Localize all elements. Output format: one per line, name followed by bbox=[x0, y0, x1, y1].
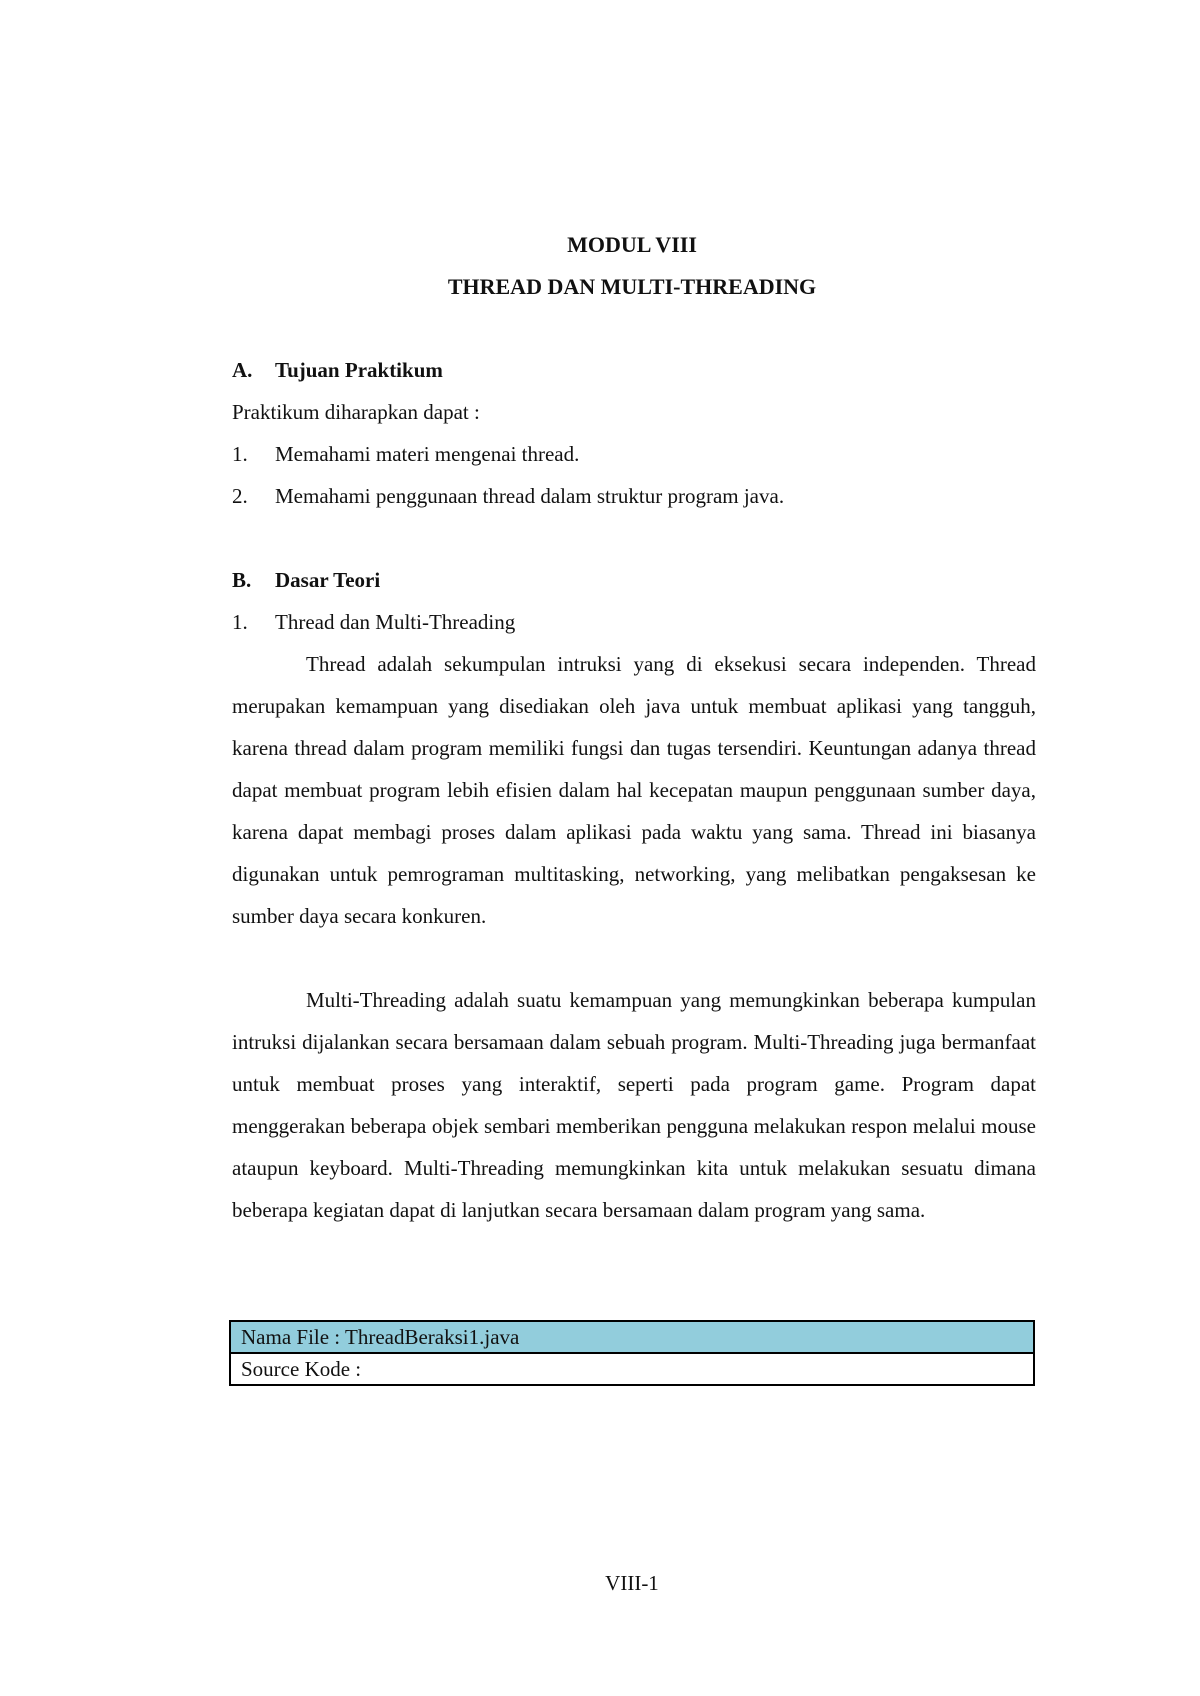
paragraph-thread: Thread adalah sekumpulan intruksi yang di eksekusi secara independen. Thread merupakan kemampuan yang disediakan oleh java untuk membuat aplikasi yang tangguh, karena thread dalam program memiliki fungsi dan tugas tersendiri. Keuntungan adanya thread dapat membuat program lebih efisien dalam hal kecepatan maupun penggunaan sumber daya, karena dapat membagi proses dalam aplikasi pada waktu yang sama. Thread ini biasanya digunakan untuk pemrograman multitasking, networking, yang melibatkan pengaksesan ke sumber daya secara konkuren. bbox=[232, 652, 1036, 928]
section-b-heading bbox=[232, 567, 380, 593]
section-b-title: Dasar Teori bbox=[275, 568, 381, 592]
objective-1-text: Memahami materi mengenai thread. bbox=[275, 442, 580, 466]
subsection-number: 1. bbox=[232, 610, 248, 634]
section-a-letter: A. bbox=[232, 358, 253, 382]
module-title: THREAD DAN MULTI-THREADING bbox=[447, 274, 817, 299]
subsection-title: Thread dan Multi-Threading bbox=[275, 610, 516, 634]
page-number: VIII-1 bbox=[605, 1571, 659, 1595]
objective-1-number: 1. bbox=[232, 442, 248, 466]
section-a-intro: Praktikum diharapkan dapat : bbox=[232, 400, 480, 424]
objective-2-number: 2. bbox=[232, 484, 248, 508]
subsection-heading bbox=[232, 609, 515, 635]
objective-item-1 bbox=[232, 441, 579, 467]
section-b-letter: B. bbox=[232, 568, 252, 592]
objective-item-2 bbox=[232, 483, 784, 509]
module-number: MODUL VIII bbox=[567, 232, 697, 257]
source-code-row bbox=[230, 1353, 1034, 1385]
file-name-row bbox=[230, 1321, 1034, 1353]
file-name-cell: Nama File : ThreadBeraksi1.java bbox=[230, 1321, 1034, 1353]
source-code-cell: Source Kode : bbox=[230, 1353, 1034, 1385]
objective-2-text: Memahami penggunaan thread dalam struktur program java. bbox=[275, 484, 785, 508]
section-a-title: Tujuan Praktikum bbox=[275, 358, 443, 382]
paragraph-multithreading: Multi-Threading adalah suatu kemampuan yang memungkinkan beberapa kumpulan intruksi dijalankan secara bersamaan dalam sebuah program. Multi-Threading juga bermanfaat untuk membuat proses yang interaktif, seperti pada program game. Program dapat menggerakan beberapa objek sembari memberikan pengguna melakukan respon melalui mouse ataupun keyboard. Multi-Threading memungkinkan kita untuk melakukan sesuatu dimana beberapa kegiatan dapat di lanjutkan secara bersamaan dalam program yang sama. bbox=[232, 988, 1036, 1222]
section-a-heading bbox=[232, 357, 443, 383]
source-file-table bbox=[229, 1320, 1035, 1386]
